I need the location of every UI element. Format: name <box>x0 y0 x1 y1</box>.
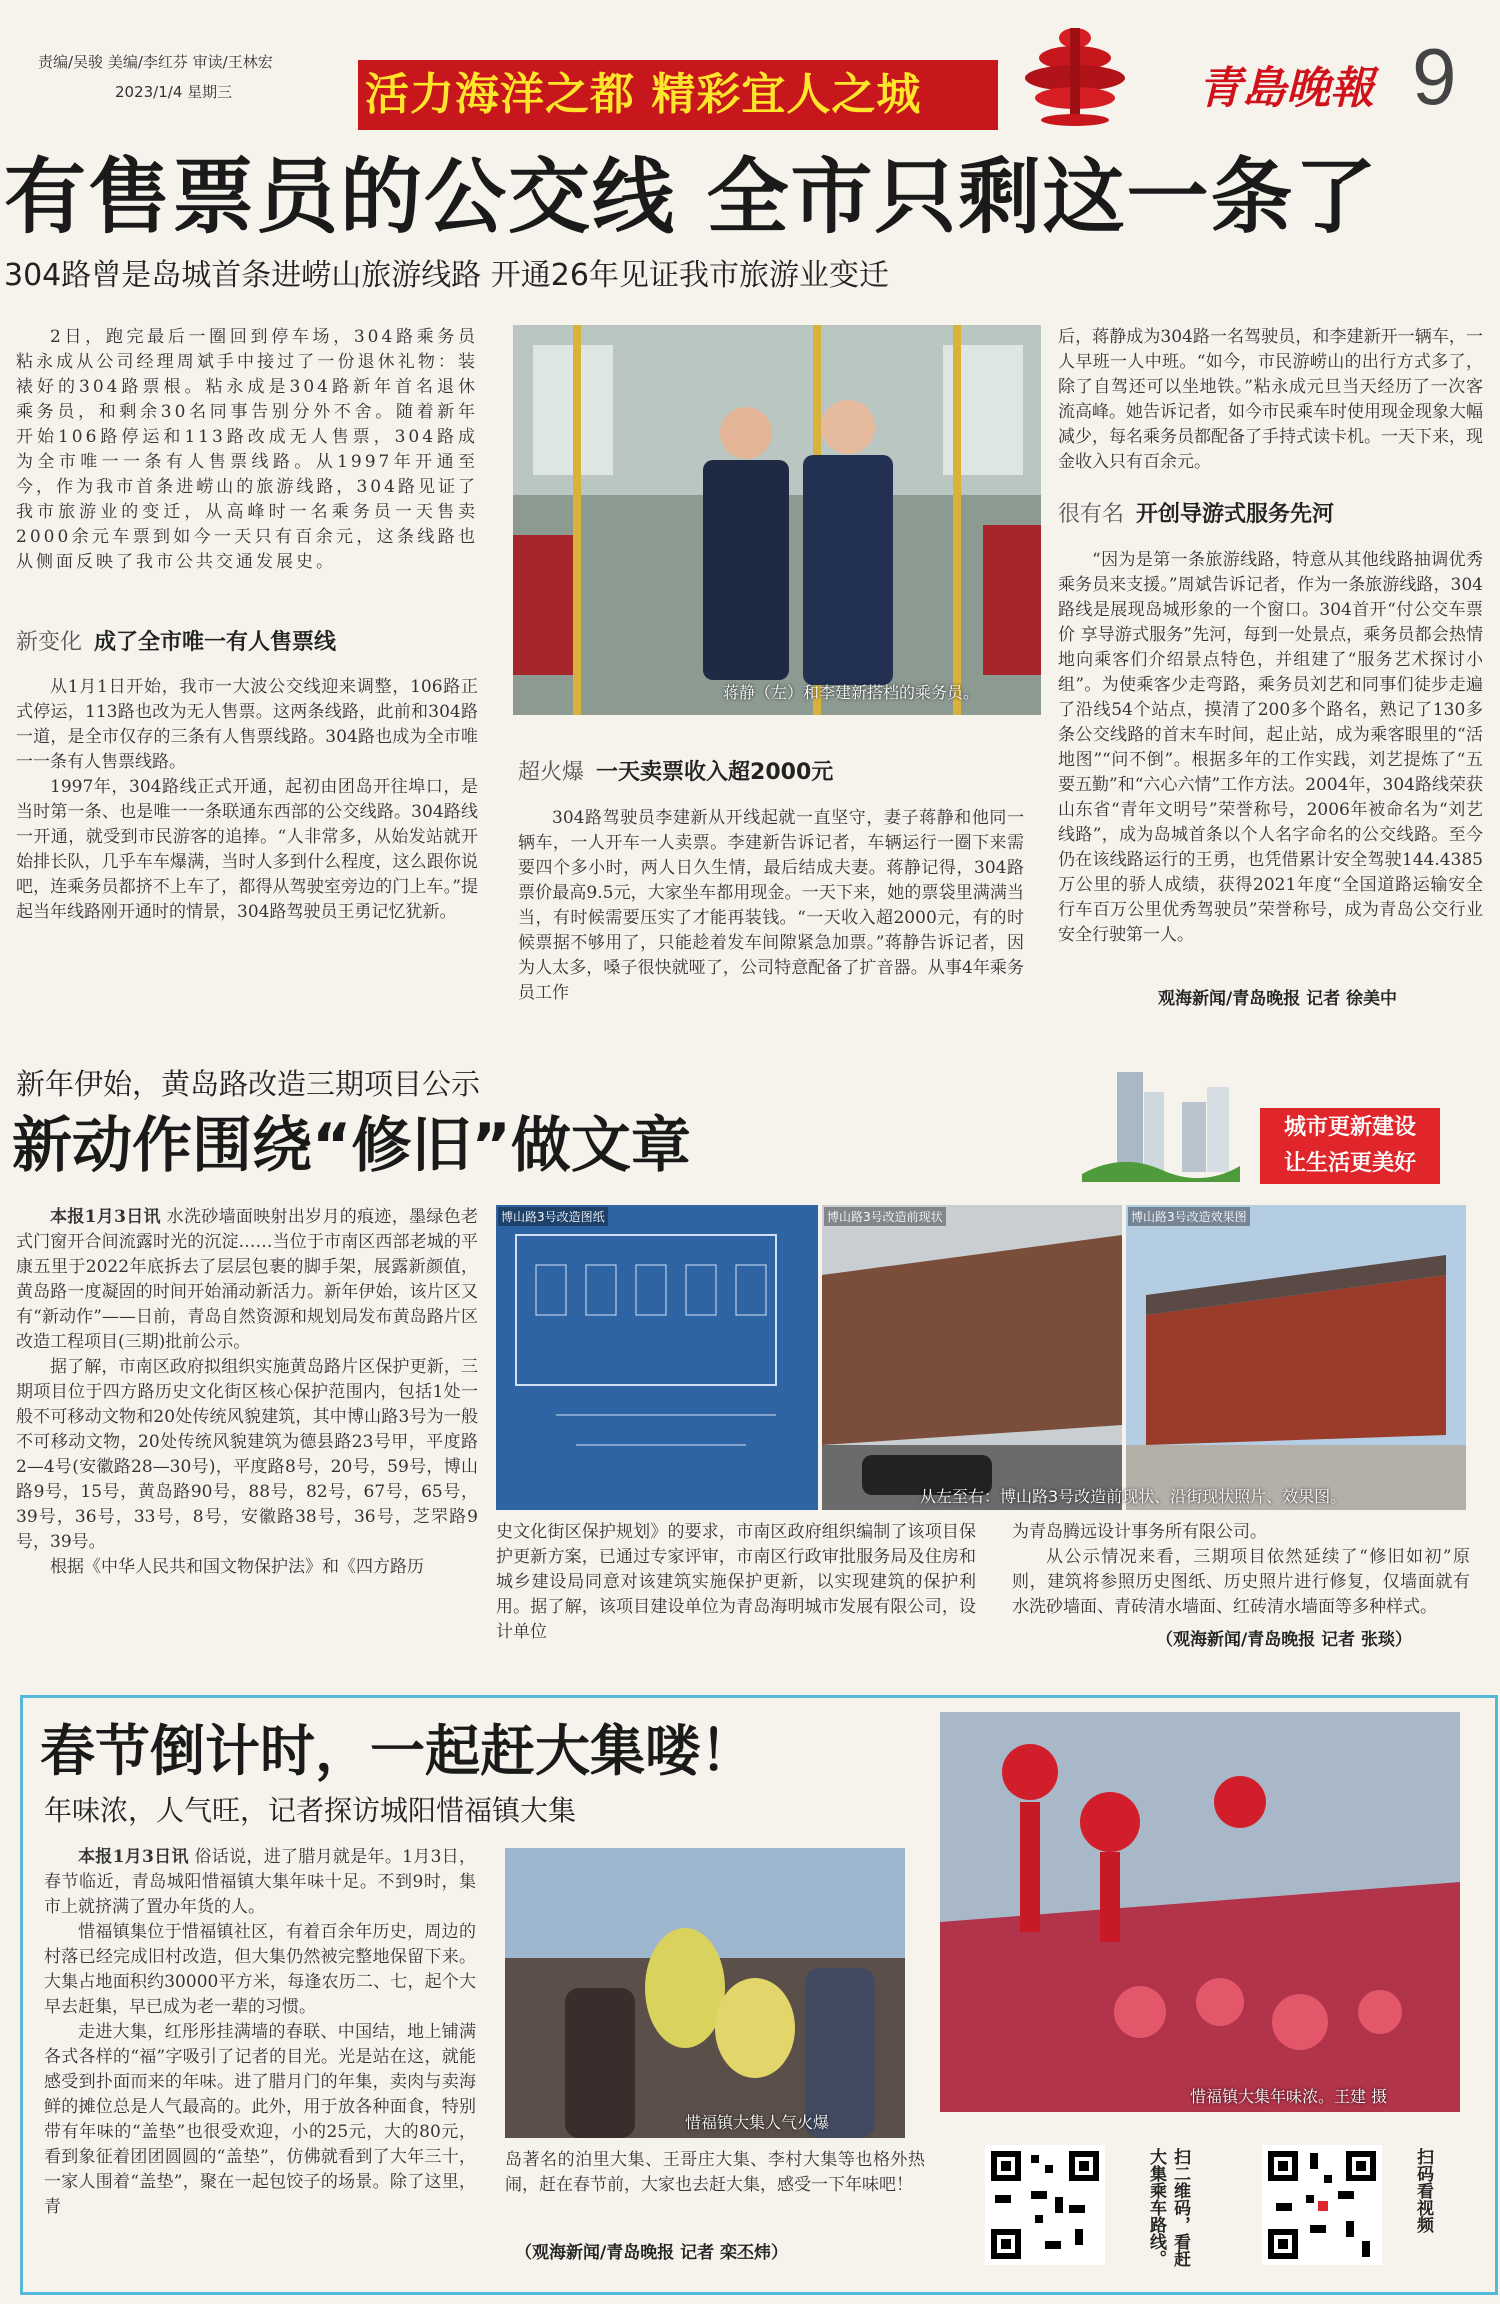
market-crowd-photo <box>505 1848 905 2138</box>
blueprint-photo-tag: 博山路3号改造图纸 <box>498 1207 608 1226</box>
market-decorations-caption: 惜福镇大集年味浓。王建 摄 <box>1190 2087 1388 2106</box>
story3-subhead: 年味浓，人气旺，记者探访城阳惜福镇大集 <box>44 1794 577 1827</box>
story3-col2-body: 岛著名的泊里大集、王哥庄大集、李村大集等也格外热闹，赶在春节前，大家也去赶大集，感受一下年味吧！ <box>505 2150 925 2195</box>
story3-headline: 春节倒计时，一起赶大集喽！ <box>40 1719 756 1783</box>
bus-crew-photo <box>513 325 1041 715</box>
story1-byline: 观海新闻/青岛晚报 记者 徐美中 <box>1158 989 1398 1009</box>
building-render-photo <box>1126 1205 1466 1510</box>
story1-section1-body: 从1月1日开始，我市一大波公交线迎来调整，106路正式停运，113路也改为无人售票。这两条线路，此前和304路一道，是全市仅存的三条有人售票线路。304路也成为全市唯一一条有人售票线路。 1997年，304路线正式开通，起初由团岛开往埠口，是当时第一条、也是唯一一条联通东西部的公交线路。304路线一开通，就受到市民游客的追捧。“人非常多，从始发站就开始排长队，几乎车车爆满，当时人多到什么程度，这么跟你说吧，连乘务员都挤不上车了，都得从驾驶室旁边的门上车。”提起当年线路刚开通时的情景，304路驾驶员王勇记忆犹新。 <box>16 677 478 922</box>
story1-headline: 有售票员的公交线 全市只剩这一条了 <box>4 150 1379 245</box>
city-skyline-icon <box>1082 1062 1240 1182</box>
newspaper-masthead: 青島晚報 <box>1198 63 1374 114</box>
story1-section3-heading: 很有名 开创导游式服务先河 <box>1058 502 1335 527</box>
story1-section2-heading: 超火爆 一天卖票收入超2000元 <box>518 760 834 785</box>
story3-col1-body: 本报1月3日讯 俗话说，进了腊月就是年。1月3日，春节临近，青岛城阳惜福镇大集年味十足。不到9时，集市上就挤满了置办年货的人。 惜福镇集位于惜福镇社区，有着百余年历史，周边的村落已经完成旧村改造，但大集仍然被完整地保留下来。大集占地面积约30000平方米，每逢农历二、七，起个大早去赶集，早已成为老一辈的习惯。 走进大集，红彤彤挂满墙的春联、中国结，地上铺满各式各样的“福”字吸引了记者的目光。光是站在这，就能感受到扑面而来的年味。进了腊月门的年集，卖肉与卖海鲜的摊位总是人气最高的。此外，用于放各种面食，特别带有年味的“盖垫”也很受欢迎，小的25元，大的80元，看到象征着团团圆圆的“盖垫”，仿佛就看到了大年三十，一家人围着“盖垫”，聚在一起包饺子的场景。除了这里，青 <box>44 1847 476 2217</box>
route-qr-text: 扫二维码，看赶大集乘车路线。 <box>1146 2148 1190 2267</box>
story1-section1-heading: 新变化 成了全市唯一有人售票线 <box>16 630 337 655</box>
building-render-photo-tag: 博山路3号改造效果图 <box>1128 1207 1250 1226</box>
story3-byline: （观海新闻/青岛晚报 记者 栾丕炜） <box>515 2243 789 2263</box>
story2-kicker: 新年伊始，黄岛路改造三期项目公示 <box>16 1067 481 1101</box>
story2-col1-body: 本报1月3日讯 水洗砂墙面映射出岁月的痕迹，墨绿色老式门窗开合间流露时光的沉淀……当位于市南区西部老城的平康五里于2022年底拆去了层层包裹的脚手架，展露新颜值，黄岛路一度凝固的时间开始涌动新活力。新年伊始，该片区又有“新动作”——日前，青岛自然资源和规划局发布黄岛路片区改造工程项目(三期)批前公示。 据了解，市南区政府拟组织实施黄岛路片区保护更新，三期项目位于四方路历史文化街区核心保护范围内，包括1处一般不可移动文物和20处传统风貌建筑，其中博山路3号为一般不可移动文物，20处传统风貌建筑为德县路23号甲，平度路2—4号(安徽路28—30号)，平度路8号，20号，59号，博山路9号，15号，黄岛路90号，88号，82号，67号，65号，39号，36号，33号，8号，安徽路38号，36号，芝罘路9号，39号。 根据《中华人民共和国文物保护法》和《四方路历 <box>16 1207 478 1577</box>
building-before-photo <box>822 1205 1122 1510</box>
page-number: 9 <box>1412 32 1457 121</box>
story1-lead: 2日，跑完最后一圈回到停车场，304路乘务员粘永成从公司经理周斌手中接过了一份退休礼物：装裱好的304路票根。粘永成是304路新年首名退休乘务员，和剩余30名同事告别分外不舍。随着新年开始106路停运和113路改成无人售票，304路成为全市唯一一条有人售票线路。从1997年开通至今，作为我市首条进崂山的旅游线路，304路见证了我市旅游业的变迁，从高峰时一名乘务员一天售卖2000余元车票到如今一天只有百余元，这条线路也从侧面反映了我市公共交通发展史。 <box>16 327 478 572</box>
story1-section2-body: 304路驾驶员李建新从开线起就一直坚守，妻子蒋静和他同一辆车，一人开车一人卖票。李建新告诉记者，车辆运行一圈下来需要四个多小时，两人日久生情，最后结成夫妻。蒋静记得，304路票价最高9.5元，大家坐车都用现金。一天下来，她的票袋里满满当当，有时候需要压实了才能再装钱。“一天收入超2000元，有的时候票据不够用了，只能趁着发车间隙紧急加票。”蒋静告诉记者，因为人太多，嗓子很快就哑了，公司特意配备了扩音器。从事4年乘务员工作 <box>518 808 1024 1003</box>
story2-byline: （观海新闻/青岛晚报 记者 张琰） <box>1156 1630 1413 1650</box>
sculpture-logo-icon <box>1015 8 1130 128</box>
story1-col3-body: 后，蒋静成为304路一名驾驶员，和李建新开一辆车，一人早班一人中班。“如今，市民游崂山的出行方式多了，除了自驾还可以坐地铁。”粘永成元旦当天经历了一次客流高峰。她告诉记者，如今市民乘车时使用现金现象大幅减少，每名乘务员都配备了手持式读卡机。一天下来，现金收入只有百余元。 <box>1058 327 1483 472</box>
bus-crew-photo-caption: 蒋静（左）和李建新搭档的乘务员。 <box>723 683 980 702</box>
story2-headline: 新动作围绕“修旧”做文章 <box>12 1111 691 1181</box>
story2-photo-caption: 从左至右：博山路3号改造前现状、沿街现状照片、效果图。 <box>920 1487 1347 1506</box>
story2-col3-body: 为青岛腾远设计事务所有限公司。 从公示情况来看，三期项目依然延续了“修旧如初”原则，建筑将参照历史图纸、历史照片进行修复，仅墙面就有水洗砂墙面、青砖清水墙面、红砖清水墙面等多种样式。 <box>1012 1522 1470 1617</box>
blueprint-photo <box>496 1205 818 1510</box>
story1-subhead: 304路曾是岛城首条进崂山旅游线路 开通26年见证我市旅游业变迁 <box>4 258 889 293</box>
story2-col2-body: 史文化街区保护规划》的要求，市南区政府组织编制了该项目保护更新方案，已通过专家评审，市南区行政审批服务局及住房和城乡建设局同意对该建筑实施保护更新，以实现建筑的保护利用。据了解，该项目建设单位为青岛海明城市发展有限公司，设计单位 <box>496 1522 976 1642</box>
building-before-photo-tag: 博山路3号改造前现状 <box>824 1207 946 1226</box>
editors-line: 责编/吴骏 美编/李红芬 审读/王林宏 <box>38 53 273 71</box>
market-crowd-caption: 惜福镇大集人气火爆 <box>685 2113 830 2132</box>
slogan-text: 活力海洋之都 精彩宜人之城 <box>365 69 922 120</box>
urban-renewal-badge: 城市更新建设 让生活更美好 <box>1260 1108 1440 1184</box>
market-decorations-photo <box>940 1712 1460 2112</box>
issue-date: 2023/1/4 星期三 <box>115 83 233 101</box>
route-qr-code-icon[interactable] <box>985 2145 1105 2265</box>
video-qr-code-icon[interactable] <box>1262 2145 1382 2265</box>
story1-section3-body: “因为是第一条旅游线路，特意从其他线路抽调优秀乘务员来支援。”周斌告诉记者，作为一条旅游线路，304路线是展现岛城形象的一个窗口。304首开“付公交车票价 享导游式服务”先河，每到一处景点，乘务员都会热情地向乘客们介绍景点特色，并组建了“服务艺术探讨小组”。为使乘客少走弯路，乘务员刘艺和同事们徒步走遍了沿线54个站点，摸清了200多个路名，熟记了130多条公交线路的首末车时间，起止站，成为乘客眼里的“活地图”“问不倒”。根据多年的工作实践，刘艺提炼了“五要五勤”和“六心六情”工作方法。2004年，304路线荣获山东省“青年文明号”荣誉称号，2006年被命名为“刘艺线路”，成为岛城首条以个人名字命名的公交线路。至今仍在该线路运行的王勇，也凭借累计安全驾驶144.4385万公里的骄人成绩，获得2021年度“全国道路运输安全行车百万公里优秀驾驶员”荣誉称号，成为青岛公交行业安全行驶第一人。 <box>1058 550 1483 945</box>
video-qr-text: 扫码看视频 <box>1413 2148 1433 2233</box>
